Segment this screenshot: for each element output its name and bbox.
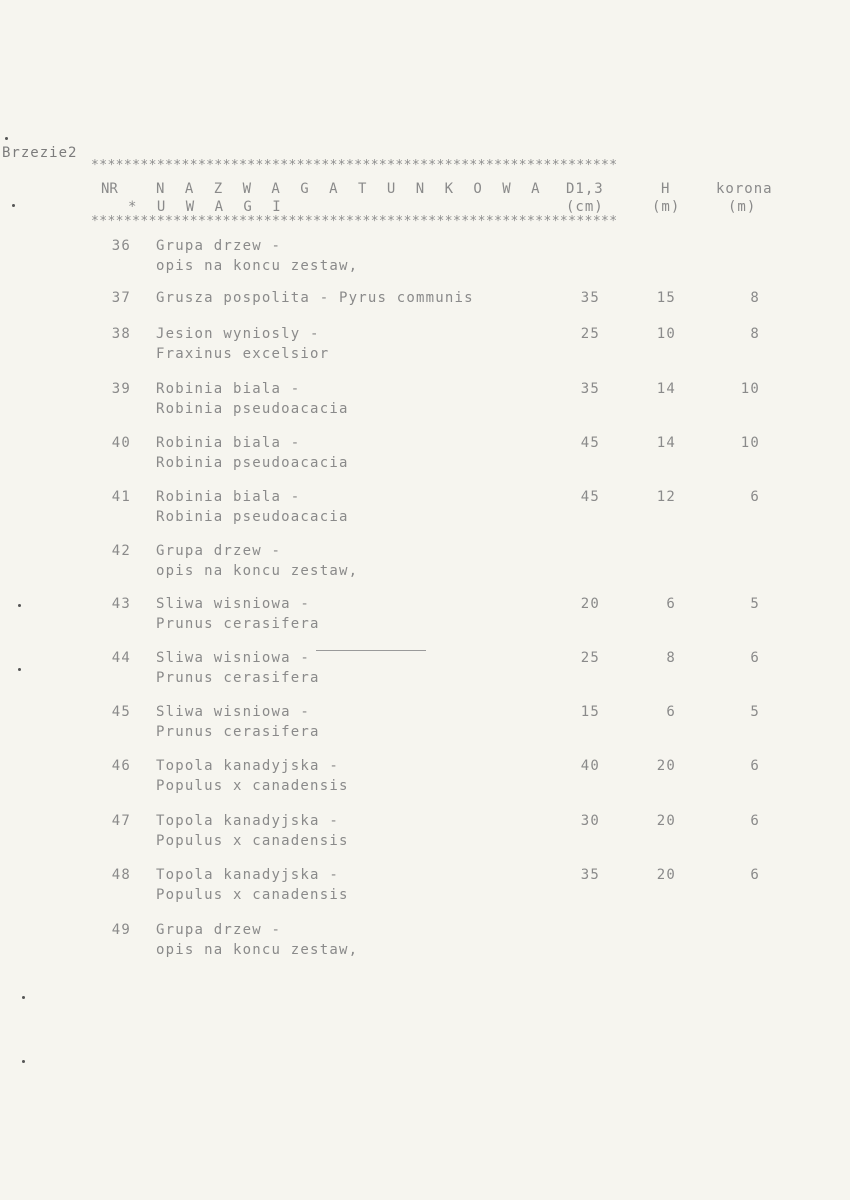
row-species-line2: opis na koncu zestaw,: [156, 942, 359, 958]
row-species-line1: Grupa drzew -: [156, 543, 282, 559]
row-nr: 46: [111, 758, 131, 774]
row-species-line2: Prunus cerasifera: [156, 616, 320, 632]
table-row: [0, 379, 850, 419]
row-height: 14: [656, 381, 676, 397]
row-nr: 38: [111, 326, 131, 342]
header-height: H: [661, 181, 670, 197]
table-row: [0, 920, 850, 960]
row-species-line2: Fraxinus excelsior: [156, 346, 330, 362]
row-species: [156, 702, 320, 742]
row-height: 20: [656, 867, 676, 883]
row-diameter: 25: [580, 326, 600, 342]
row-species-line2: Robinia pseudoacacia: [156, 401, 349, 417]
header-remarks: * U W A G I: [128, 199, 287, 215]
row-nr: 37: [111, 290, 131, 306]
row-species: [156, 433, 349, 473]
row-species-line2: Populus x canadensis: [156, 778, 349, 794]
table-row: [0, 288, 850, 328]
row-species: [156, 288, 474, 308]
row-nr: 36: [111, 238, 131, 254]
row-diameter: 25: [580, 650, 600, 666]
row-species-line1: Sliwa wisniowa -: [156, 650, 311, 666]
row-species: [156, 920, 358, 960]
row-species-line1: Sliwa wisniowa -: [156, 704, 311, 720]
header-nr: NR: [101, 181, 118, 197]
row-nr: 45: [111, 704, 131, 720]
row-crown: 6: [750, 758, 760, 774]
table-row: [0, 324, 850, 364]
row-species-line2: opis na koncu zestaw,: [156, 258, 359, 274]
row-species-line1: Topola kanadyjska -: [156, 758, 339, 774]
row-diameter: 35: [580, 381, 600, 397]
row-nr: 40: [111, 435, 131, 451]
row-crown: 5: [750, 596, 760, 612]
row-species-line1: Sliwa wisniowa -: [156, 596, 311, 612]
row-species-line2: Populus x canadensis: [156, 887, 349, 903]
row-nr: 47: [111, 813, 131, 829]
row-species-line2: Prunus cerasifera: [156, 670, 320, 686]
scan-speck: [22, 1060, 25, 1063]
header-height-unit: (m): [652, 199, 681, 215]
row-height: 8: [666, 650, 676, 666]
row-nr: 44: [111, 650, 131, 666]
row-crown: 8: [750, 290, 760, 306]
row-species-line1: Robinia biala -: [156, 381, 301, 397]
row-species: [156, 594, 320, 634]
row-nr: 43: [111, 596, 131, 612]
table-row: [0, 756, 850, 796]
row-nr: 39: [111, 381, 131, 397]
row-species-line2: Prunus cerasifera: [156, 724, 320, 740]
row-species: [156, 324, 329, 364]
row-height: 14: [656, 435, 676, 451]
header-d13: D1,3: [566, 181, 604, 197]
row-species: [156, 487, 349, 527]
row-crown: 10: [740, 381, 760, 397]
row-species: [156, 865, 349, 905]
row-species: [156, 648, 320, 688]
row-height: 20: [656, 758, 676, 774]
row-diameter: 30: [580, 813, 600, 829]
row-diameter: 40: [580, 758, 600, 774]
table-row: [0, 865, 850, 905]
scan-speck: [18, 604, 21, 607]
row-species-line1: Topola kanadyjska -: [156, 813, 339, 829]
row-crown: 6: [750, 867, 760, 883]
row-species-line1: Grupa drzew -: [156, 238, 282, 254]
row-height: 12: [656, 489, 676, 505]
row-height: 15: [656, 290, 676, 306]
row-crown: 8: [750, 326, 760, 342]
scan-scratch: [316, 650, 426, 651]
row-species: [156, 236, 358, 276]
row-diameter: 35: [580, 867, 600, 883]
row-height: 6: [666, 596, 676, 612]
row-species-line1: Jesion wyniosly -: [156, 326, 320, 342]
scan-speck: [22, 996, 25, 999]
header-crown-unit: (m): [728, 199, 757, 215]
row-crown: 6: [750, 813, 760, 829]
row-species: [156, 811, 349, 851]
scan-speck: [5, 137, 8, 140]
row-species-line1: Grupa drzew -: [156, 922, 282, 938]
row-species-line2: Robinia pseudoacacia: [156, 455, 349, 471]
row-diameter: 20: [580, 596, 600, 612]
table-row: [0, 541, 850, 581]
file-label: Brzezie2: [2, 145, 78, 161]
row-nr: 41: [111, 489, 131, 505]
row-diameter: 45: [580, 489, 600, 505]
row-nr: 49: [111, 922, 131, 938]
separator-bottom: ****************************************************************: [91, 214, 618, 229]
table-row: [0, 594, 850, 634]
table-row: [0, 811, 850, 851]
table-row: [0, 487, 850, 527]
separator-top: ****************************************************************: [91, 158, 618, 173]
header-crown: korona: [716, 181, 773, 197]
header-species-name: N A Z W A G A T U N K O W A: [156, 181, 546, 197]
scan-speck: [18, 668, 21, 671]
row-species: [156, 756, 349, 796]
row-diameter: 45: [580, 435, 600, 451]
row-crown: 6: [750, 650, 760, 666]
header-d13-unit: (cm): [566, 199, 604, 215]
row-diameter: 15: [580, 704, 600, 720]
row-species: [156, 541, 358, 581]
row-crown: 6: [750, 489, 760, 505]
row-height: 20: [656, 813, 676, 829]
scan-speck: [12, 204, 15, 207]
row-nr: 42: [111, 543, 131, 559]
row-species-line1: Robinia biala -: [156, 489, 301, 505]
row-height: 6: [666, 704, 676, 720]
row-height: 10: [656, 326, 676, 342]
row-nr: 48: [111, 867, 131, 883]
row-species: [156, 379, 349, 419]
row-species-line2: Populus x canadensis: [156, 833, 349, 849]
row-species-line1: Grusza pospolita - Pyrus communis: [156, 290, 474, 306]
table-row: [0, 648, 850, 688]
row-species-line2: Robinia pseudoacacia: [156, 509, 349, 525]
row-diameter: 35: [580, 290, 600, 306]
row-species-line1: Topola kanadyjska -: [156, 867, 339, 883]
row-crown: 5: [750, 704, 760, 720]
row-species-line1: Robinia biala -: [156, 435, 301, 451]
table-row: [0, 702, 850, 742]
table-row: [0, 236, 850, 276]
row-crown: 10: [740, 435, 760, 451]
row-species-line2: opis na koncu zestaw,: [156, 563, 359, 579]
table-row: [0, 433, 850, 473]
